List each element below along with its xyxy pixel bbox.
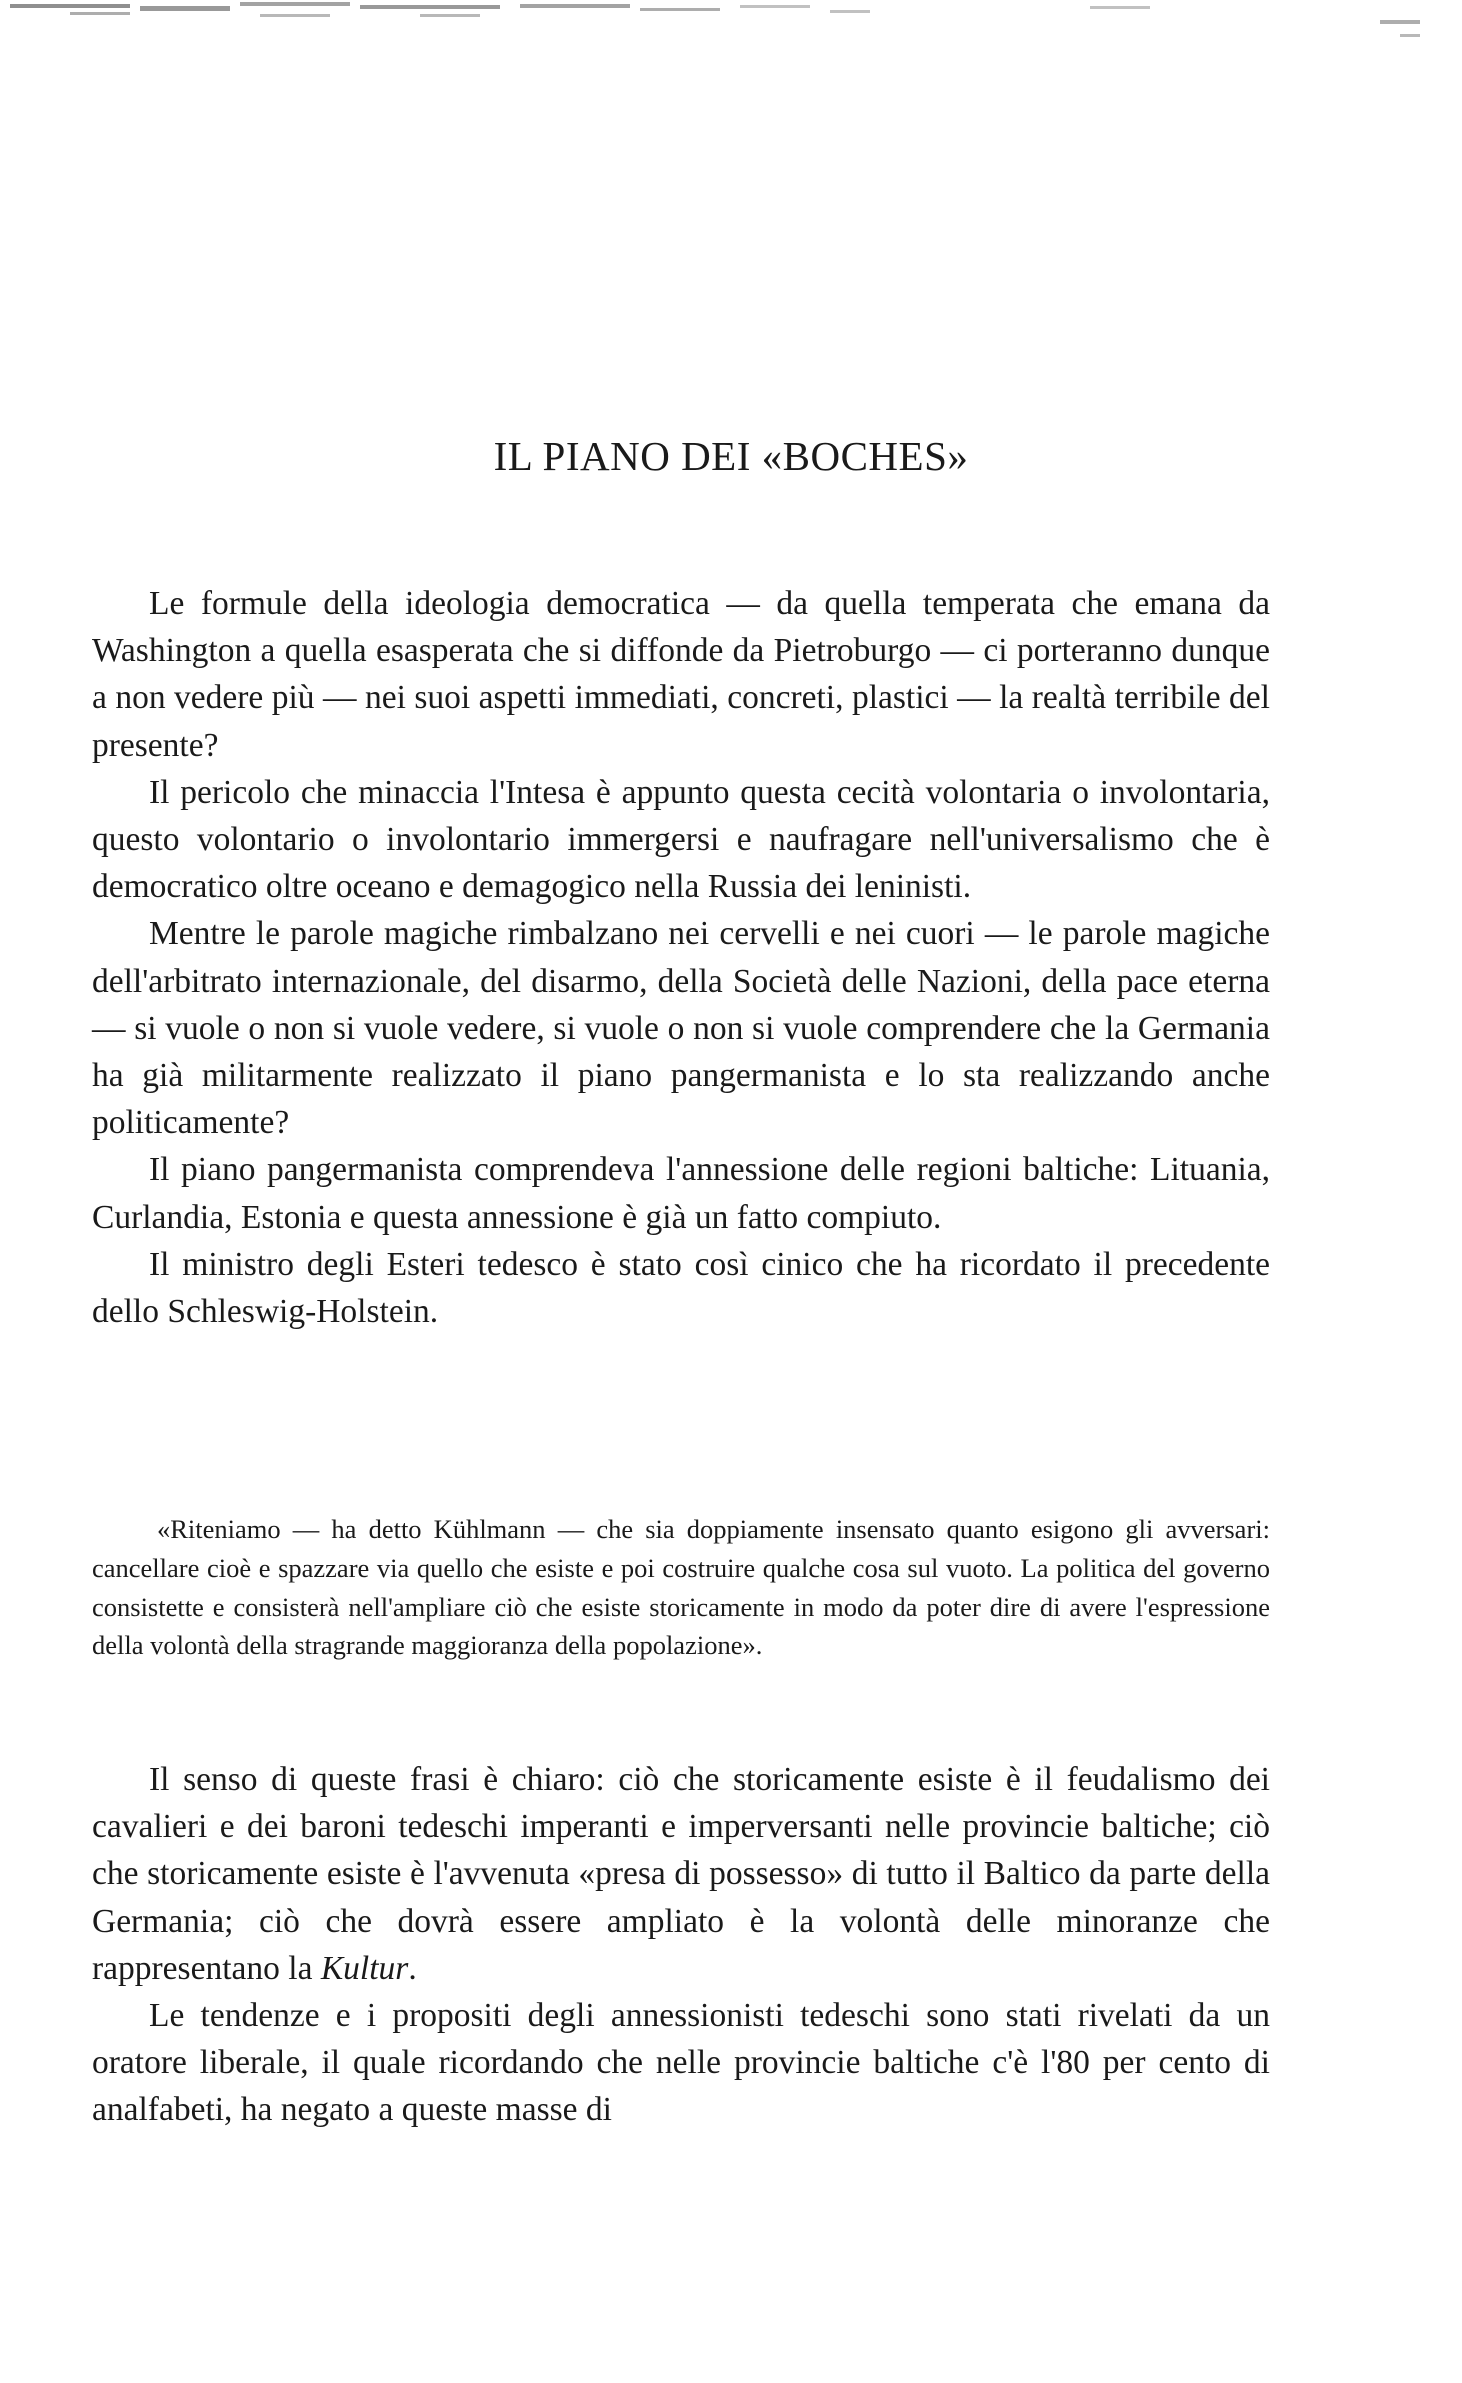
paragraph-senso <box>92 1756 1270 1992</box>
paragraph-last: Le tendenze e i propositi degli annessionisti tedeschi sono stati rivelati da un oratore liberale, il quale ricordando che nelle provincie baltiche c'è l'80 per cento di analfabeti, ha negato a queste masse di <box>92 1997 1270 2129</box>
paragraph-3: Mentre le parole magiche rimbalzano nei cervelli e nei cuori — le parole magiche dell'arbitrato internazionale, del disarmo, della Società delle Nazioni, della pace eterna — si vuole o non si vuole vedere, si vuole o non si vuole comprendere che la Germania ha già militarmente realizzato il piano pangermanista e lo sta realizzando anche politicamente? <box>92 915 1270 1142</box>
paragraph-1: Le formule della ideologia democratica — da quella temperata che emana da Washington a quella esasperata che si diffonde da Pietroburgo — ci porteranno dunque a non vedere più — nei suoi aspetti immediati, concreti, plastici — la realtà terribile del presente? <box>92 585 1270 764</box>
kultur-italic: Kultur <box>320 1949 409 1987</box>
quote-text: «Riteniamo — ha detto Kühlmann — che sia doppiamente insensato quanto esigono gli avversari: cancellare cioè e spazzare via quello che esiste e poi costruire qualche cosa sul vuoto. La politica del governo consistette e consisterà nell'ampliare ciò che esiste storicamente in modo da poter dire di avere l'espressione della volontà della stragrande maggioranza della popolazione». <box>92 1514 1270 1661</box>
paragraph-senso-end: . <box>408 1949 417 1987</box>
paragraph-5: Il ministro degli Esteri tedesco è stato così cinico che ha ricordato il precedente dello Schleswig-Holstein. <box>92 1245 1270 1331</box>
paragraph-4: Il piano pangermanista comprendeva l'annessione delle regioni baltiche: Lituania, Curlandia, Estonia e questa annessione è già un fatto compiuto. <box>92 1151 1270 1236</box>
page-title: IL PIANO DEI «BOCHES» <box>493 433 969 479</box>
body-text-bottom <box>92 1756 1270 2134</box>
block-quote <box>92 1510 1270 1665</box>
scan-noise-decoration <box>0 0 1462 60</box>
paragraph-2: Il pericolo che minaccia l'Intesa è appunto questa cecità volontaria o involontaria, questo volontario o involontario immergersi e naufragare nell'universalismo che è democratico oltre oceano e demagogico nella Russia dei leninisti. <box>92 773 1270 906</box>
paragraph-senso-text: Il senso di queste frasi è chiaro: ciò che storicamente esiste è il feudalismo dei cavalieri e dei baroni tedeschi imperanti e imperversanti nelle provincie baltiche; ciò che storicamente esiste è l'avvenuta «presa di possesso» di tutto il Baltico da parte della Germania; ciò che dovrà essere ampliato è la volontà delle minoranze che rappresentano la <box>92 1761 1270 1987</box>
body-text-top <box>92 580 1270 1335</box>
